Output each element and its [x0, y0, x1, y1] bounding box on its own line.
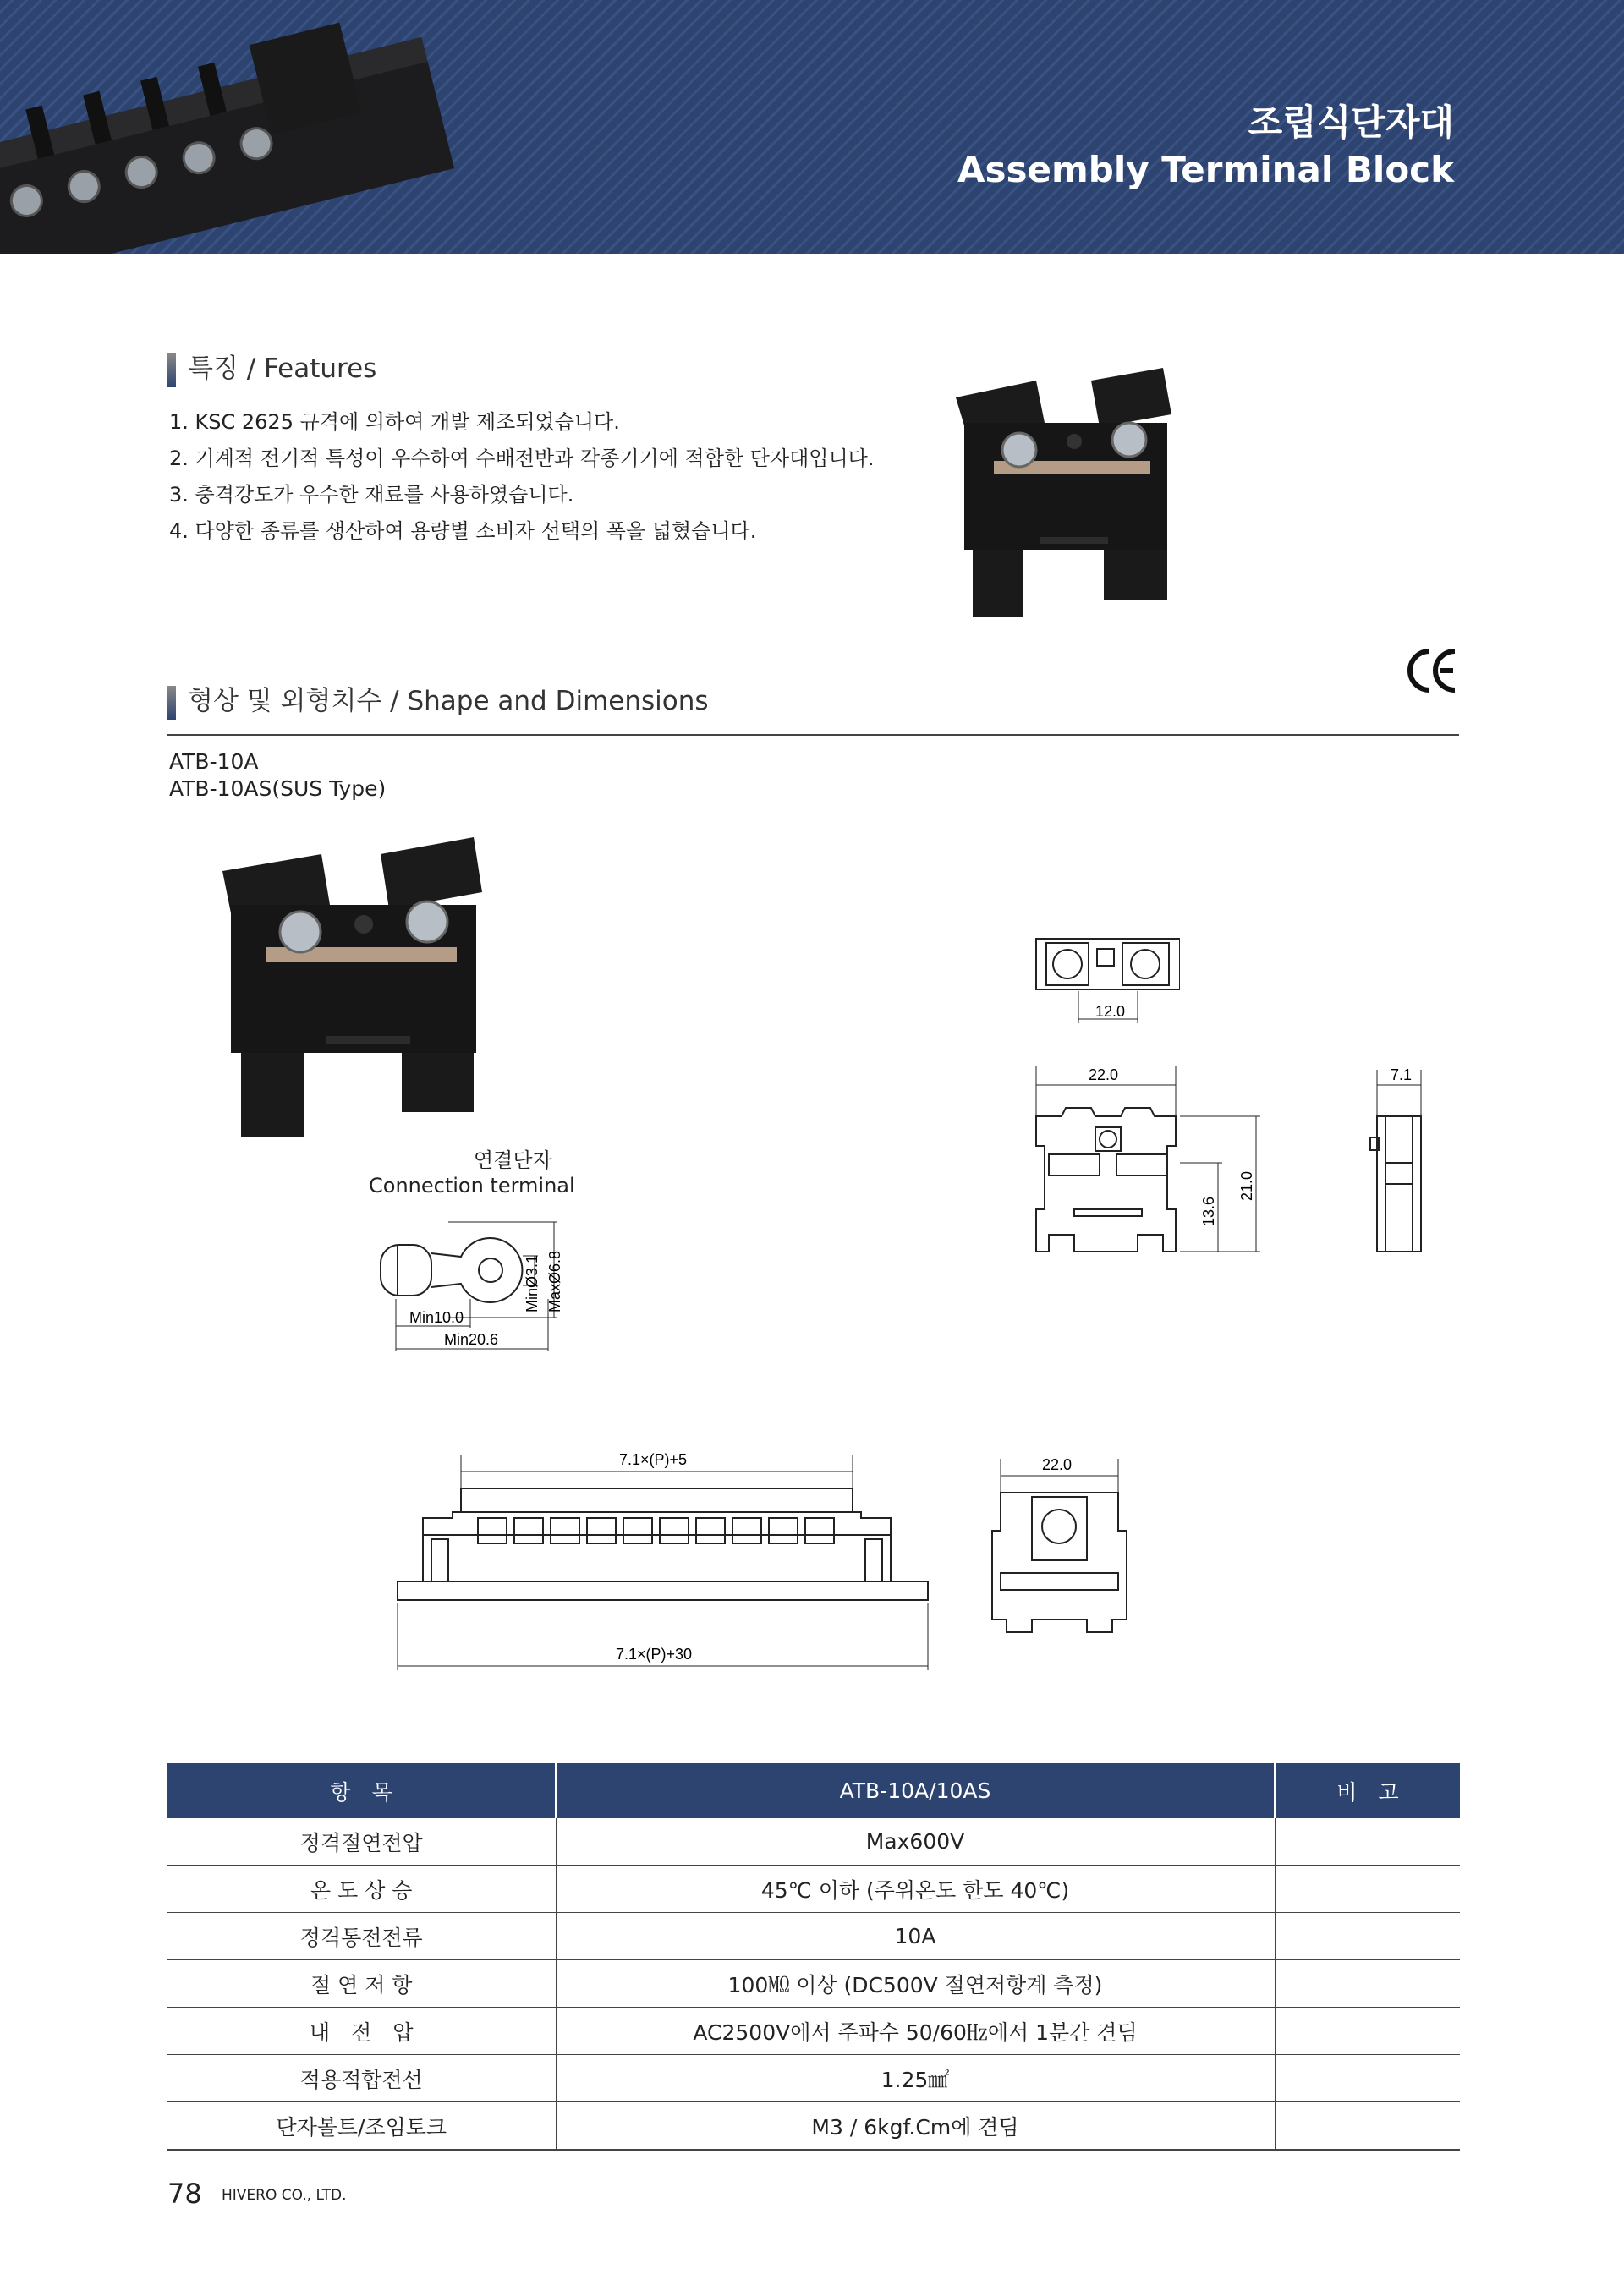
- dim-side-width: 7.1: [1391, 1066, 1413, 1083]
- features-heading-text: 특징 / Features: [188, 353, 377, 384]
- table-cell: Max600V: [556, 1818, 1275, 1866]
- table-cell: 1.25㎟: [556, 2055, 1275, 2102]
- dim-end-width: 22.0: [1042, 1456, 1073, 1473]
- features-list: [169, 404, 874, 550]
- table-cell: 단자볼트/조임토크: [167, 2102, 556, 2151]
- feature-item: 2. 기계적 전기적 특성이 우수하여 수배전반과 각종기기에 적합한 단자대입니다.: [169, 447, 875, 470]
- table-cell: 정격절연전압: [167, 1818, 556, 1866]
- connection-terminal-label-ko: 연결단자: [474, 1148, 552, 1172]
- table-row: [167, 1960, 1460, 2008]
- banner-title-en: Assembly Terminal Block: [957, 149, 1454, 190]
- assembly-drawing: [389, 1438, 930, 1674]
- table-cell: [1275, 1818, 1460, 1866]
- table-cell: [1275, 1960, 1460, 2008]
- section-marker: [167, 353, 176, 387]
- connection-terminal-drawing: [372, 1218, 609, 1366]
- dim-min-len-a: Min10.0: [409, 1309, 464, 1326]
- table-cell: [1275, 1913, 1460, 1960]
- front-view-drawing: [1028, 1061, 1273, 1256]
- col-header-model: ATB-10A/10AS: [556, 1763, 1275, 1818]
- dim-assembly-top: 7.1×(P)+5: [619, 1451, 688, 1468]
- table-row: [167, 2055, 1460, 2102]
- table-cell: 10A: [556, 1913, 1275, 1960]
- table-row: [167, 1818, 1460, 1866]
- header-banner: [0, 0, 1624, 254]
- table-header-row: [167, 1763, 1460, 1818]
- table-cell: 온 도 상 승: [167, 1866, 556, 1913]
- dim-min-hole: MinØ3.1: [524, 1254, 540, 1312]
- table-cell: 45℃ 이하 (주위온도 한도 40℃): [556, 1866, 1275, 1913]
- terminal-block-banner-photo: [0, 0, 474, 254]
- ce-mark-icon: [1406, 646, 1458, 695]
- table-cell: [1275, 2102, 1460, 2151]
- table-row: [167, 2008, 1460, 2055]
- dim-front-width: 22.0: [1089, 1066, 1119, 1083]
- company-name: HIVERO CO., LTD.: [222, 2187, 347, 2204]
- spec-table: [167, 1763, 1460, 2151]
- model-name: ATB-10A: [169, 749, 259, 774]
- dim-top-width: 12.0: [1095, 1003, 1126, 1020]
- feature-item: 1. KSC 2625 규격에 의하여 개발 제조되었습니다.: [169, 410, 620, 434]
- dim-assembly-bottom: 7.1×(P)+30: [616, 1646, 693, 1663]
- section-marker: [167, 686, 176, 720]
- dim-front-h2: 21.0: [1238, 1170, 1255, 1201]
- col-header-remark: 비 고: [1275, 1763, 1460, 1818]
- feature-item: 3. 충격강도가 우수한 재료를 사용하였습니다.: [169, 483, 574, 507]
- terminal-block-photo: [947, 364, 1193, 626]
- table-cell: 절 연 저 항: [167, 1960, 556, 2008]
- table-cell: 정격통전전류: [167, 1913, 556, 1960]
- section-divider: [167, 734, 1459, 736]
- dim-max-dia: MaxØ6.8: [546, 1250, 563, 1312]
- terminal-block-photo-large: [216, 833, 503, 1146]
- table-cell: 적용적합전선: [167, 2055, 556, 2102]
- table-cell: 내 전 압: [167, 2008, 556, 2055]
- dimensions-heading: [167, 679, 709, 720]
- table-cell: 100㏁ 이상 (DC500V 절연저항계 측정): [556, 1960, 1275, 2008]
- table-row: [167, 2102, 1460, 2151]
- top-view-drawing: [1028, 930, 1180, 1032]
- table-cell: M3 / 6kgf.Cm에 견딤: [556, 2102, 1275, 2151]
- table-cell: AC2500V에서 주파수 50/60㎐에서 1분간 견딤: [556, 2008, 1275, 2055]
- col-header-item: 항 목: [167, 1763, 556, 1818]
- table-row: [167, 1866, 1460, 1913]
- dimensions-heading-text: 형상 및 외형치수 / Shape and Dimensions: [188, 686, 709, 716]
- feature-item: 4. 다양한 종류를 생산하여 용량별 소비자 선택의 폭을 넓혔습니다.: [169, 519, 757, 543]
- assembly-end-view-drawing: [985, 1446, 1133, 1636]
- side-view-drawing: [1362, 1061, 1429, 1256]
- features-heading: [167, 347, 376, 387]
- table-row: [167, 1913, 1460, 1960]
- dim-min-len-b: Min20.6: [444, 1331, 499, 1348]
- table-cell: [1275, 2055, 1460, 2102]
- connection-terminal-label-en: Connection terminal: [369, 1174, 575, 1197]
- dim-front-h1: 13.6: [1200, 1196, 1217, 1226]
- table-cell: [1275, 2008, 1460, 2055]
- model-name: ATB-10AS(SUS Type): [169, 776, 387, 801]
- banner-title-ko: 조립식단자대: [1248, 101, 1454, 143]
- table-cell: [1275, 1866, 1460, 1913]
- page-number: 78: [167, 2178, 202, 2210]
